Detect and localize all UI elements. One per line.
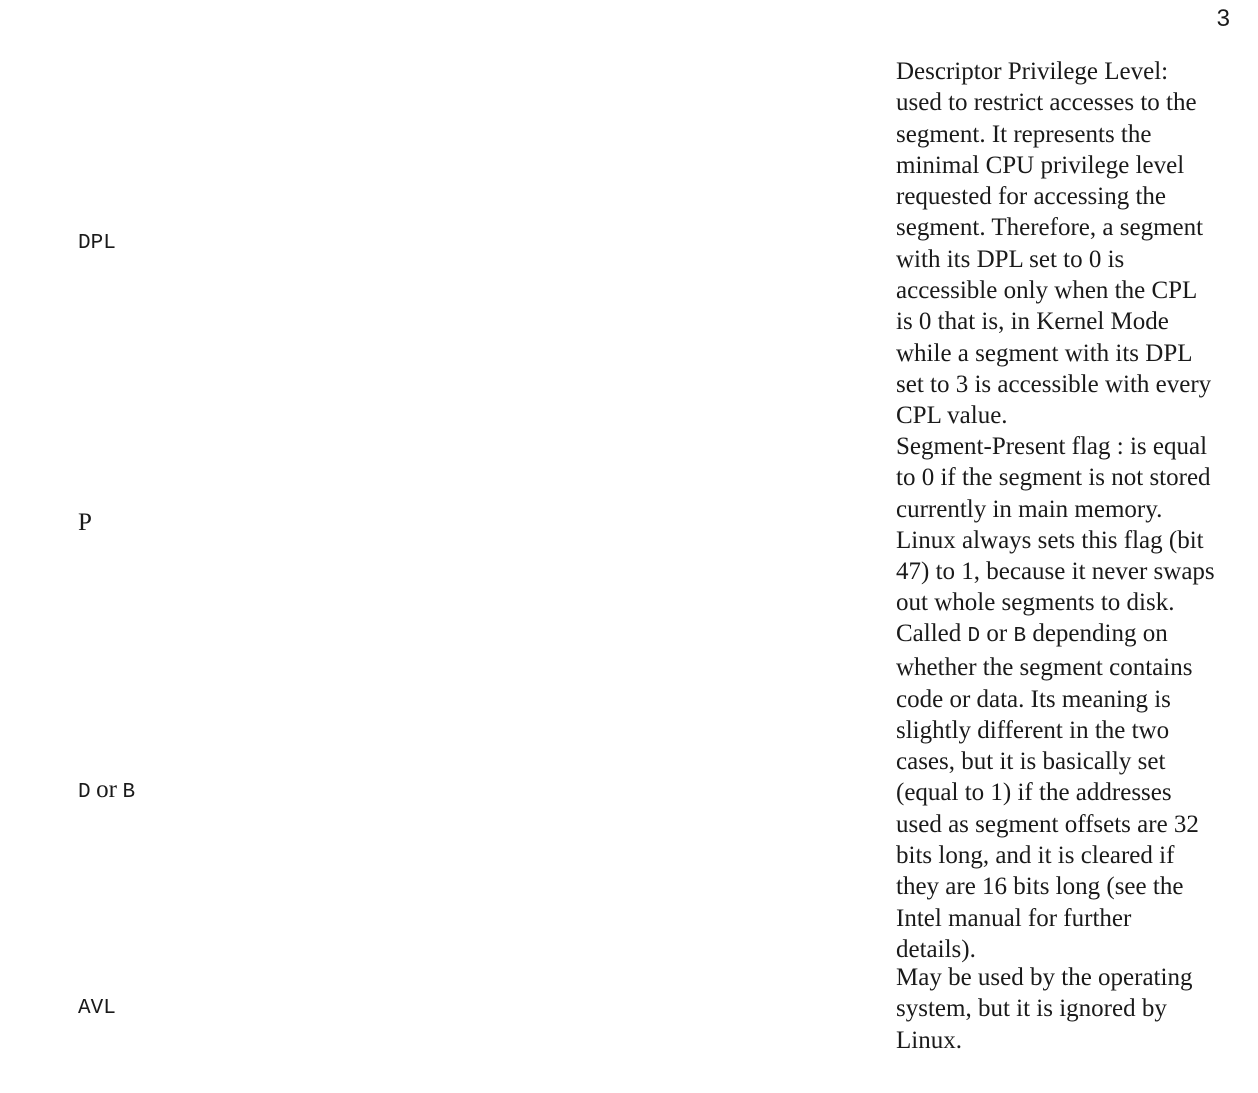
field-name-d-or-b <box>78 775 135 808</box>
field-name-dpl: DPL <box>78 232 116 255</box>
field-description-avl: May be used by the operating system, but it is ignored by Linux. <box>896 964 1193 1054</box>
page-number: 3 <box>1216 5 1230 32</box>
desc-rest: depending on whether the segment contains code or data. Its meaning is slightly different in the two cases, but it is basically set (equal to 1) if the addresses used as segment offsets are 32 bits long, and it is cleared if they are 16 bits long (see the Intel manual for further details). <box>896 620 1199 963</box>
desc-code-d: D <box>967 625 981 648</box>
field-description-p: Segment-Present flag : is equal to 0 if the segment is not stored currently in main memory. Linux always sets this flag (bit 47) to 1, because it never swaps out whole segments to disk. <box>896 433 1215 617</box>
desc-or: or <box>986 620 1008 647</box>
field-name-p: P <box>78 509 92 536</box>
field-name-d: D <box>78 781 91 804</box>
field-name-b: B <box>122 781 136 804</box>
field-name-avl: AVL <box>78 997 116 1020</box>
desc-code-b: B <box>1013 625 1027 648</box>
desc-lead: Called <box>896 620 962 647</box>
field-description-d-or-b <box>896 618 1236 965</box>
field-description-dpl: Descriptor Privilege Level: used to restrict accesses to the segment. It represents the minimal CPU privilege level requested for accessing the segment. Therefore, a segment with its DPL set to 0 is accessible only when the CPL is 0 that is, in Kernel Mode while a segment with its DPL set to 3 is accessible with every CPL value. <box>896 58 1212 430</box>
field-name-or: or <box>96 776 117 803</box>
